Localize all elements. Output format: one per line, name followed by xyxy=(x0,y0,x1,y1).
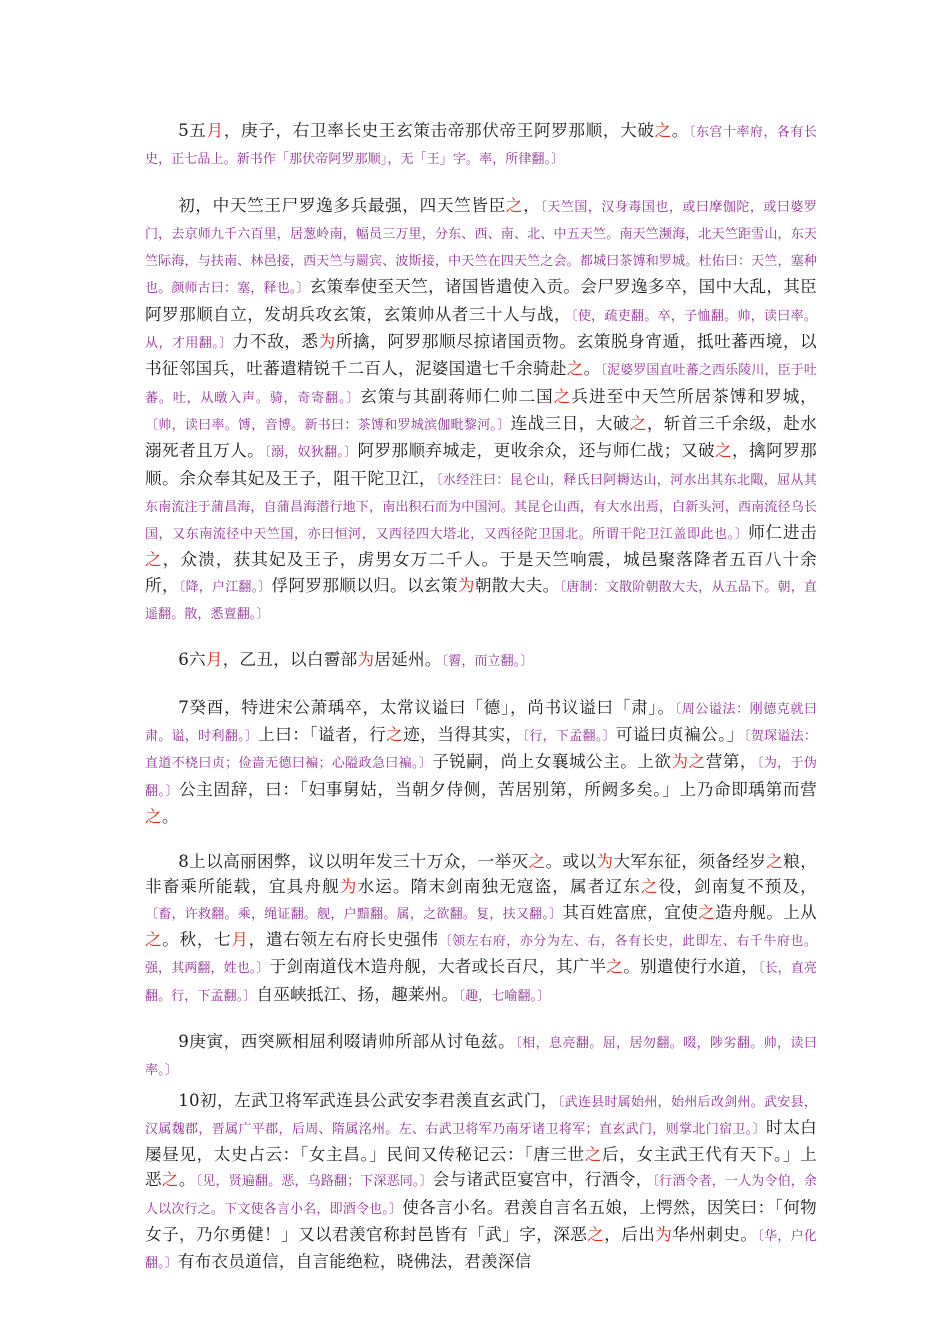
text-segment: 力不敌，悉 xyxy=(232,332,319,352)
annotation-note: 〔相，息亮翻。屈，居勿翻。啜，陟劣翻。帅，读曰率。〕 xyxy=(145,1035,817,1079)
highlighted-character: 为 xyxy=(318,332,336,352)
text-segment: 兵进至中天竺所居茶馎和罗城， xyxy=(571,386,818,406)
annotation-note: 〔降，户江翻。〕 xyxy=(178,579,272,595)
highlighted-character: 月 xyxy=(231,930,249,950)
text-segment: ，擒阿罗那顺。余众奉其妃及王子，阻干陀卫江， xyxy=(145,441,817,488)
highlighted-character: 为 xyxy=(655,1224,673,1244)
annotation-note: 〔水经注曰：昆仑山，释氏曰阿耨达山，河水出其东北陬，屈从其东南流注于蒲昌海，自蒲昌海潜行地下，南出积石而为中国河。其昆仑山西，有大水出焉，白新头河，西南流径乌长国，又东南流径中天竺国，亦曰恒河，又西径四大塔北，又西径陀卫国北。所谓干陀卫江盖即此也。〕 xyxy=(145,472,818,543)
text-segment: 玄策奉使至天竺，诸国皆遣使入贡。会尸罗逸多卒，国中大乱，其臣阿罗那顺自立，发胡兵攻玄策，玄策帅从者三十人与战， xyxy=(145,277,817,324)
text-segment: 。别遣使行水道， xyxy=(623,957,758,977)
text-segment: 朝散大夫。 xyxy=(474,575,560,595)
text-segment: 其百姓富庶，宜使 xyxy=(562,902,699,922)
text-segment: 6六 xyxy=(178,650,206,670)
text-segment: 7癸酉，特进宋公萧瑀卒，太常议谥曰「德」，尚书议谥曰「肃」。 xyxy=(178,697,675,717)
annotation-note: 〔泥婆罗国直吐蕃之西乐陵川，臣于吐蕃。吐，从暾入声。骑，奇寄翻。〕 xyxy=(145,363,818,406)
highlighted-character: 为 xyxy=(457,575,475,595)
text-segment: 役，剑南复不预及， xyxy=(658,877,818,897)
highlighted-character: 之 xyxy=(386,724,404,744)
text-segment: 。 xyxy=(671,121,690,140)
paragraph-5 xyxy=(145,118,817,173)
annotation-note: 〔行，下孟翻。〕 xyxy=(522,728,616,744)
highlighted-character: 之 xyxy=(654,121,672,140)
highlighted-character: 为 xyxy=(339,877,358,897)
annotation-note: 〔领左右府，亦分为左、右，各有长史，此即左、右千牛府也。强，其两翻，姓也。〕 xyxy=(145,934,818,977)
text-segment: 5五 xyxy=(178,121,207,140)
highlighted-character: 之 xyxy=(629,413,647,433)
text-segment: ，庚子，右卫率长史王玄策击帝那伏帝王阿罗那顺，大破 xyxy=(223,121,655,140)
text-segment: 10初，左武卫将军武连县公武安李君羡直玄武门， xyxy=(178,1090,558,1110)
highlighted-character: 之 xyxy=(587,1224,605,1244)
highlighted-character: 之 xyxy=(584,1145,602,1165)
highlighted-character: 之 xyxy=(766,852,784,872)
text-segment: ，后出 xyxy=(604,1224,656,1244)
annotation-note: 〔东宫十率府，各有长史，正七品上。新书作「那伏帝阿罗那顺」，无「王」字。率，所律翻。〕 xyxy=(145,125,817,168)
highlighted-character: 之 xyxy=(528,852,546,872)
highlighted-character: 之 xyxy=(698,902,716,922)
text-segment: 有布衣员道信，自言能绝粒，晓佛法，君羡深信 xyxy=(177,1252,532,1272)
annotation-note: 〔使，疏吏翻。卒，子恤翻。帅，读曰率。从，才用翻。〕 xyxy=(145,308,818,352)
highlighted-character: 之 xyxy=(553,386,572,406)
paragraph-10 xyxy=(145,1088,817,1277)
highlighted-character: 之 xyxy=(145,930,163,950)
text-segment: 粮，非畜乘所能载，宜具舟舰 xyxy=(145,852,818,897)
text-segment: 阿罗那顺弃城走，更收余众，还与师仁战；又破 xyxy=(357,441,716,461)
annotation-note: 〔天竺国，汉身毒国也，或曰摩伽陀，或曰婆罗门，去京师九千六百里，居葱岭南，幅员三万里，分东、西、南、北、中五天竺。南天竺濒海，北天竺距雪山，东天竺际海，与扶南、林邑接，西天竺与罽宾、波斯接，中天竺在四天竺之会。都城曰茶馎和罗城。杜佑曰：天竺，塞种也。颜师古曰：塞，释也。〕 xyxy=(145,199,818,297)
annotation-note: 〔长，直亮翻。行，下孟翻。〕 xyxy=(145,961,817,1004)
text-segment: 。 xyxy=(161,806,179,826)
text-segment: ， xyxy=(523,195,541,215)
text-segment: 玄策与其副蒋师仁帅二国 xyxy=(360,386,554,406)
highlighted-character: 之 xyxy=(161,1170,179,1190)
text-segment: 所擒，阿罗那顺尽掠诸国贡物。玄策脱身宵遁，抵吐蕃西境，以书征邻国兵，吐蕃遣精锐千二百人，泥婆国遣七千余骑赴 xyxy=(145,332,818,379)
paragraph-6 xyxy=(145,647,817,674)
highlighted-character: 月 xyxy=(206,121,224,140)
text-segment: 营第， xyxy=(705,752,757,772)
annotation-note: 〔帅，读曰率。馎，音博。新书曰：茶馎和罗城滨伽毗黎河。〕 xyxy=(145,417,511,433)
annotation-note: 〔武连县时属始州，始州后改剑州。武安县，汉属魏郡，晋属广平郡，后周、隋属洺州。左、右武卫将军乃南牙诸卫将军；直玄武门，则掌北门宿卫。〕 xyxy=(145,1094,817,1137)
text-segment: 使各言小名。君羡自言名五娘，上愕然，因笑曰：「何物女子，乃尔勇健！」又以君羡官称封邑皆有「武」字，深恶 xyxy=(145,1197,817,1244)
paragraph-7 xyxy=(145,695,817,829)
text-segment: 后，女主武王代有天下。」上恶 xyxy=(145,1145,817,1190)
highlighted-character: 之 xyxy=(505,195,524,215)
annotation-note: 〔周公谥法：刚德克就曰肃。谥，时利翻。〕 xyxy=(145,701,817,744)
document-body xyxy=(145,118,817,1277)
paragraph-initial xyxy=(145,193,817,628)
paragraph-8 xyxy=(145,849,817,1009)
paragraph-9 xyxy=(145,1029,817,1084)
text-segment: 时太白屡昼见，太史占云：「女主昌。」民间又传秘记云：「唐三世 xyxy=(145,1117,818,1165)
text-segment: 华州刺史。 xyxy=(672,1224,758,1244)
text-segment: 上曰：「谥者，行 xyxy=(258,724,387,744)
text-segment: ，遣右领左右府长史强伟 xyxy=(248,930,439,950)
annotation-note: 〔畜，许救翻。乘，绳证翻。舰，户黯翻。属，之欲翻。复，扶又翻。〕 xyxy=(145,906,563,922)
text-segment: 。或以 xyxy=(545,852,597,872)
highlighted-character: 为 xyxy=(357,650,375,670)
text-segment: 子锐嗣，尚上女襄城公主。上欲 xyxy=(432,752,672,772)
text-segment: 居延州。 xyxy=(374,650,442,670)
text-segment: ，乙丑，以白霫部 xyxy=(222,650,358,670)
annotation-note: 〔为，于伪翻。〕 xyxy=(145,756,817,799)
highlighted-character: 之 xyxy=(606,957,624,977)
text-segment: 。 xyxy=(583,359,601,379)
text-segment: 会与诸武臣宴宫中，行酒令， xyxy=(432,1170,653,1190)
text-segment: 初，中天竺王尸罗逸多兵最强，四天竺皆臣 xyxy=(178,195,506,215)
highlighted-character: 之 xyxy=(145,550,163,570)
annotation-note: 〔溺，奴狄翻。〕 xyxy=(264,445,358,461)
text-segment: 自巫峡抵江、扬，趣莱州。 xyxy=(256,984,459,1004)
text-segment: 。 xyxy=(178,1170,196,1190)
text-segment: 水运。隋末剑南独无寇盗，属者辽东 xyxy=(357,877,641,897)
highlighted-character: 为 xyxy=(596,852,614,872)
text-segment: 公主固辞，曰：「妇事舅姑，当朝夕侍侧，苦居别第，所阙多矣。」上乃命即瑀第而营 xyxy=(178,779,817,799)
text-segment: 迹，当得其实， xyxy=(403,724,523,744)
highlighted-character: 之 xyxy=(715,441,733,461)
text-segment: 于剑南道伐木造舟舰，大者或长百尺，其广半 xyxy=(269,957,607,977)
annotation-note: 〔行酒令者，一人为令伯，余人以次行之。下文使各言小名，即酒令也。〕 xyxy=(145,1174,818,1217)
text-segment: 。秋，七 xyxy=(162,930,232,950)
annotation-note: 〔见，贤遍翻。恶，乌路翻；下深恶同。〕 xyxy=(195,1174,433,1190)
highlighted-character: 之 xyxy=(566,359,584,379)
text-segment: ，众溃，获其妃及王子，虏男女万二千人。于是天竺响震，城邑聚落降者五百八十余所， xyxy=(145,550,818,595)
text-segment: ，斩首三千余级，赴水溺死者且万人。 xyxy=(145,413,818,461)
annotation-note: 〔华，户化翻。〕 xyxy=(145,1228,818,1272)
highlighted-character: 之 xyxy=(640,877,659,897)
text-segment: 连战三日，大破 xyxy=(510,413,630,433)
highlighted-character: 为之 xyxy=(671,752,706,772)
annotation-note: 〔趣，七喻翻。〕 xyxy=(458,988,551,1004)
text-segment: 师仁进击 xyxy=(748,523,817,543)
text-segment: 俘阿罗那顺以归。以玄策 xyxy=(271,575,458,595)
text-segment: 9庚寅，西突厥相屈利啜请帅所部从讨龟兹。 xyxy=(178,1031,516,1051)
highlighted-character: 月 xyxy=(205,650,223,670)
annotation-note: 〔唐制：文散阶朝散大夫，从五品下。朝，直遥翻。散，悉亶翻。〕 xyxy=(145,579,817,623)
annotation-note: 〔贺琛谥法：直道不桡曰贞；俭啬无德曰褊；心隘政急曰褊。〕 xyxy=(145,728,818,772)
highlighted-character: 之 xyxy=(145,806,162,826)
text-segment: 8上以高丽困弊，议以明年发三十万众，一举灭 xyxy=(178,852,529,872)
annotation-note: 〔霫，而立翻。〕 xyxy=(441,654,534,670)
text-segment: 造舟舰。上从 xyxy=(715,902,818,922)
text-segment: 可谥曰贞褊公。」 xyxy=(615,724,744,744)
text-segment: 大军东征，须备经岁 xyxy=(613,852,767,872)
